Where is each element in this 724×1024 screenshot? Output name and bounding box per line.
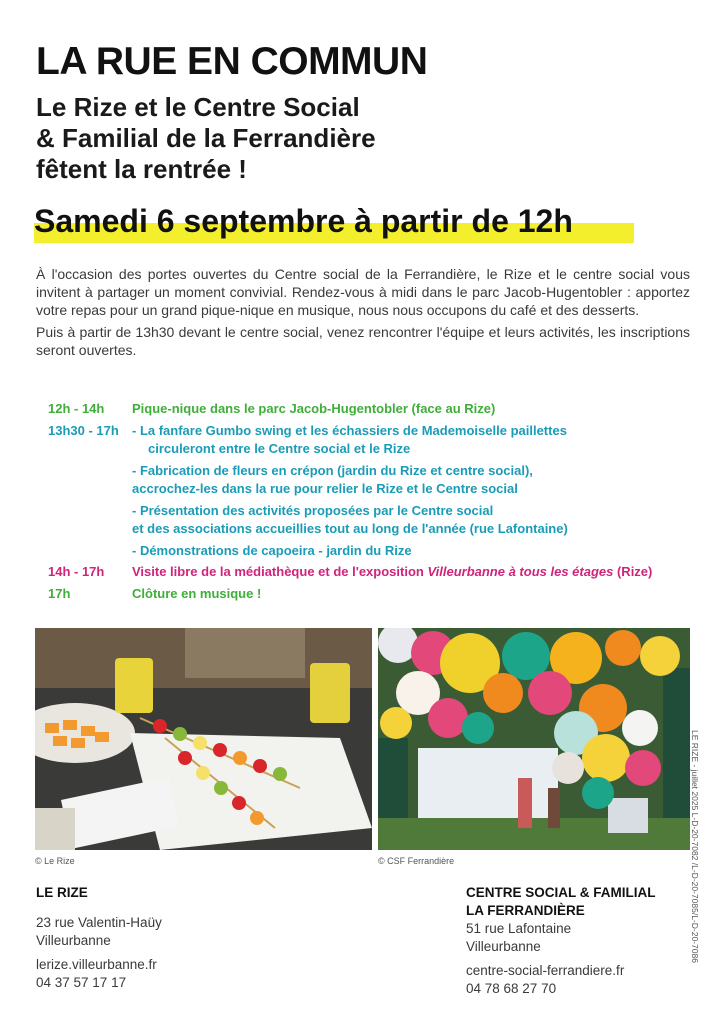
program-line: et des associations accueillies tout au long de l'année (rue Lafontaine) bbox=[132, 521, 568, 536]
program-time: 14h - 17h bbox=[48, 564, 105, 579]
contact-website: lerize.villeurbanne.fr bbox=[36, 957, 157, 972]
subtitle-line: Le Rize et le Centre Social bbox=[36, 92, 360, 122]
contact-phone: 04 78 68 27 70 bbox=[466, 981, 557, 996]
program-line: circuleront entre le Centre social et le Rize bbox=[148, 441, 411, 456]
intro-text bbox=[36, 265, 690, 359]
contact-name: LA FERRANDIÈRE bbox=[466, 903, 585, 918]
contact-csf bbox=[466, 884, 656, 998]
program-desc: Pique-nique dans le parc Jacob-Hugentobler (face au Rize) bbox=[132, 401, 496, 416]
contact-name: CENTRE SOCIAL & FAMILIAL bbox=[466, 885, 656, 900]
program-item bbox=[48, 400, 708, 419]
program-time: 13h30 - 17h bbox=[48, 422, 119, 438]
program-line: - Fabrication de fleurs en crépon (jardin du Rize et centre social), bbox=[132, 462, 533, 478]
program-desc bbox=[132, 462, 708, 499]
contact-phone: 04 37 57 17 17 bbox=[36, 975, 127, 990]
photo-credit: © Le Rize bbox=[35, 856, 75, 866]
program-desc bbox=[132, 502, 708, 539]
event-date bbox=[34, 203, 573, 240]
date-text: Samedi 6 septembre à partir de 12h bbox=[34, 203, 573, 239]
contact-name: LE RIZE bbox=[36, 885, 88, 900]
contact-street: 23 rue Valentin-Haüy bbox=[36, 915, 162, 930]
program-desc bbox=[132, 563, 708, 582]
program-time: 17h bbox=[48, 585, 71, 601]
contact-city: Villeurbanne bbox=[36, 933, 111, 948]
side-reference: LE RIZE - juillet 2025 L-D-20-7082 /L-D-20-7085/L-D-20-7086 bbox=[690, 730, 700, 963]
picnic-illustration bbox=[35, 628, 372, 850]
contact-street: 51 rue Lafontaine bbox=[466, 921, 572, 936]
balloons-illustration bbox=[378, 628, 690, 850]
subtitle-line: & Familial de la Ferrandière bbox=[36, 123, 376, 153]
program-desc: Clôture en musique ! bbox=[132, 585, 262, 601]
program-text: (Rize) bbox=[613, 564, 653, 579]
program-desc: - Démonstrations de capoeira - jardin du Rize bbox=[132, 542, 412, 558]
subtitle-line: fêtent la rentrée ! bbox=[36, 154, 247, 184]
program-item bbox=[48, 563, 708, 582]
program-text: Visite libre de la médiathèque et de l'exposition bbox=[132, 564, 428, 579]
photo-picnic bbox=[35, 628, 372, 850]
subtitle bbox=[36, 92, 376, 185]
exhibition-title: Villeurbanne à tous les étages bbox=[427, 564, 614, 579]
program-desc bbox=[132, 422, 708, 459]
program-item bbox=[48, 422, 708, 459]
program-item bbox=[48, 502, 708, 539]
intro-paragraph: Puis à partir de 13h30 devant le centre social, venez rencontrer l'équipe et leurs activités, les inscriptions seront ouvertes. bbox=[36, 324, 690, 358]
program-time: 12h - 14h bbox=[48, 401, 105, 416]
program-line: - La fanfare Gumbo swing et les échassiers de Mademoiselle paillettes bbox=[132, 422, 567, 438]
photo-credit: © CSF Ferrandière bbox=[378, 856, 455, 866]
photo-balloons bbox=[378, 628, 690, 850]
contact-website: centre-social-ferrandiere.fr bbox=[466, 963, 625, 978]
contact-rize bbox=[36, 884, 162, 992]
program-line: - Présentation des activités proposées par le Centre social bbox=[132, 502, 494, 518]
program-item bbox=[48, 585, 708, 604]
contact-city: Villeurbanne bbox=[466, 939, 541, 954]
program-item bbox=[48, 542, 708, 561]
program-item bbox=[48, 462, 708, 499]
page-title: LA RUE EN COMMUN bbox=[36, 40, 428, 83]
program-list bbox=[48, 400, 708, 603]
intro-paragraph: À l'occasion des portes ouvertes du Centre social de la Ferrandière, le Rize et le centre social vous invitent à partager un moment convivial. Rendez-vous à midi dans le parc Jacob-Hugentobler : apportez votre repas pour un grand pique-nique en musique, nous nous occupons du café et des desserts. bbox=[36, 266, 690, 318]
program-line: accrochez-les dans la rue pour relier le Rize et le Centre social bbox=[132, 481, 518, 496]
